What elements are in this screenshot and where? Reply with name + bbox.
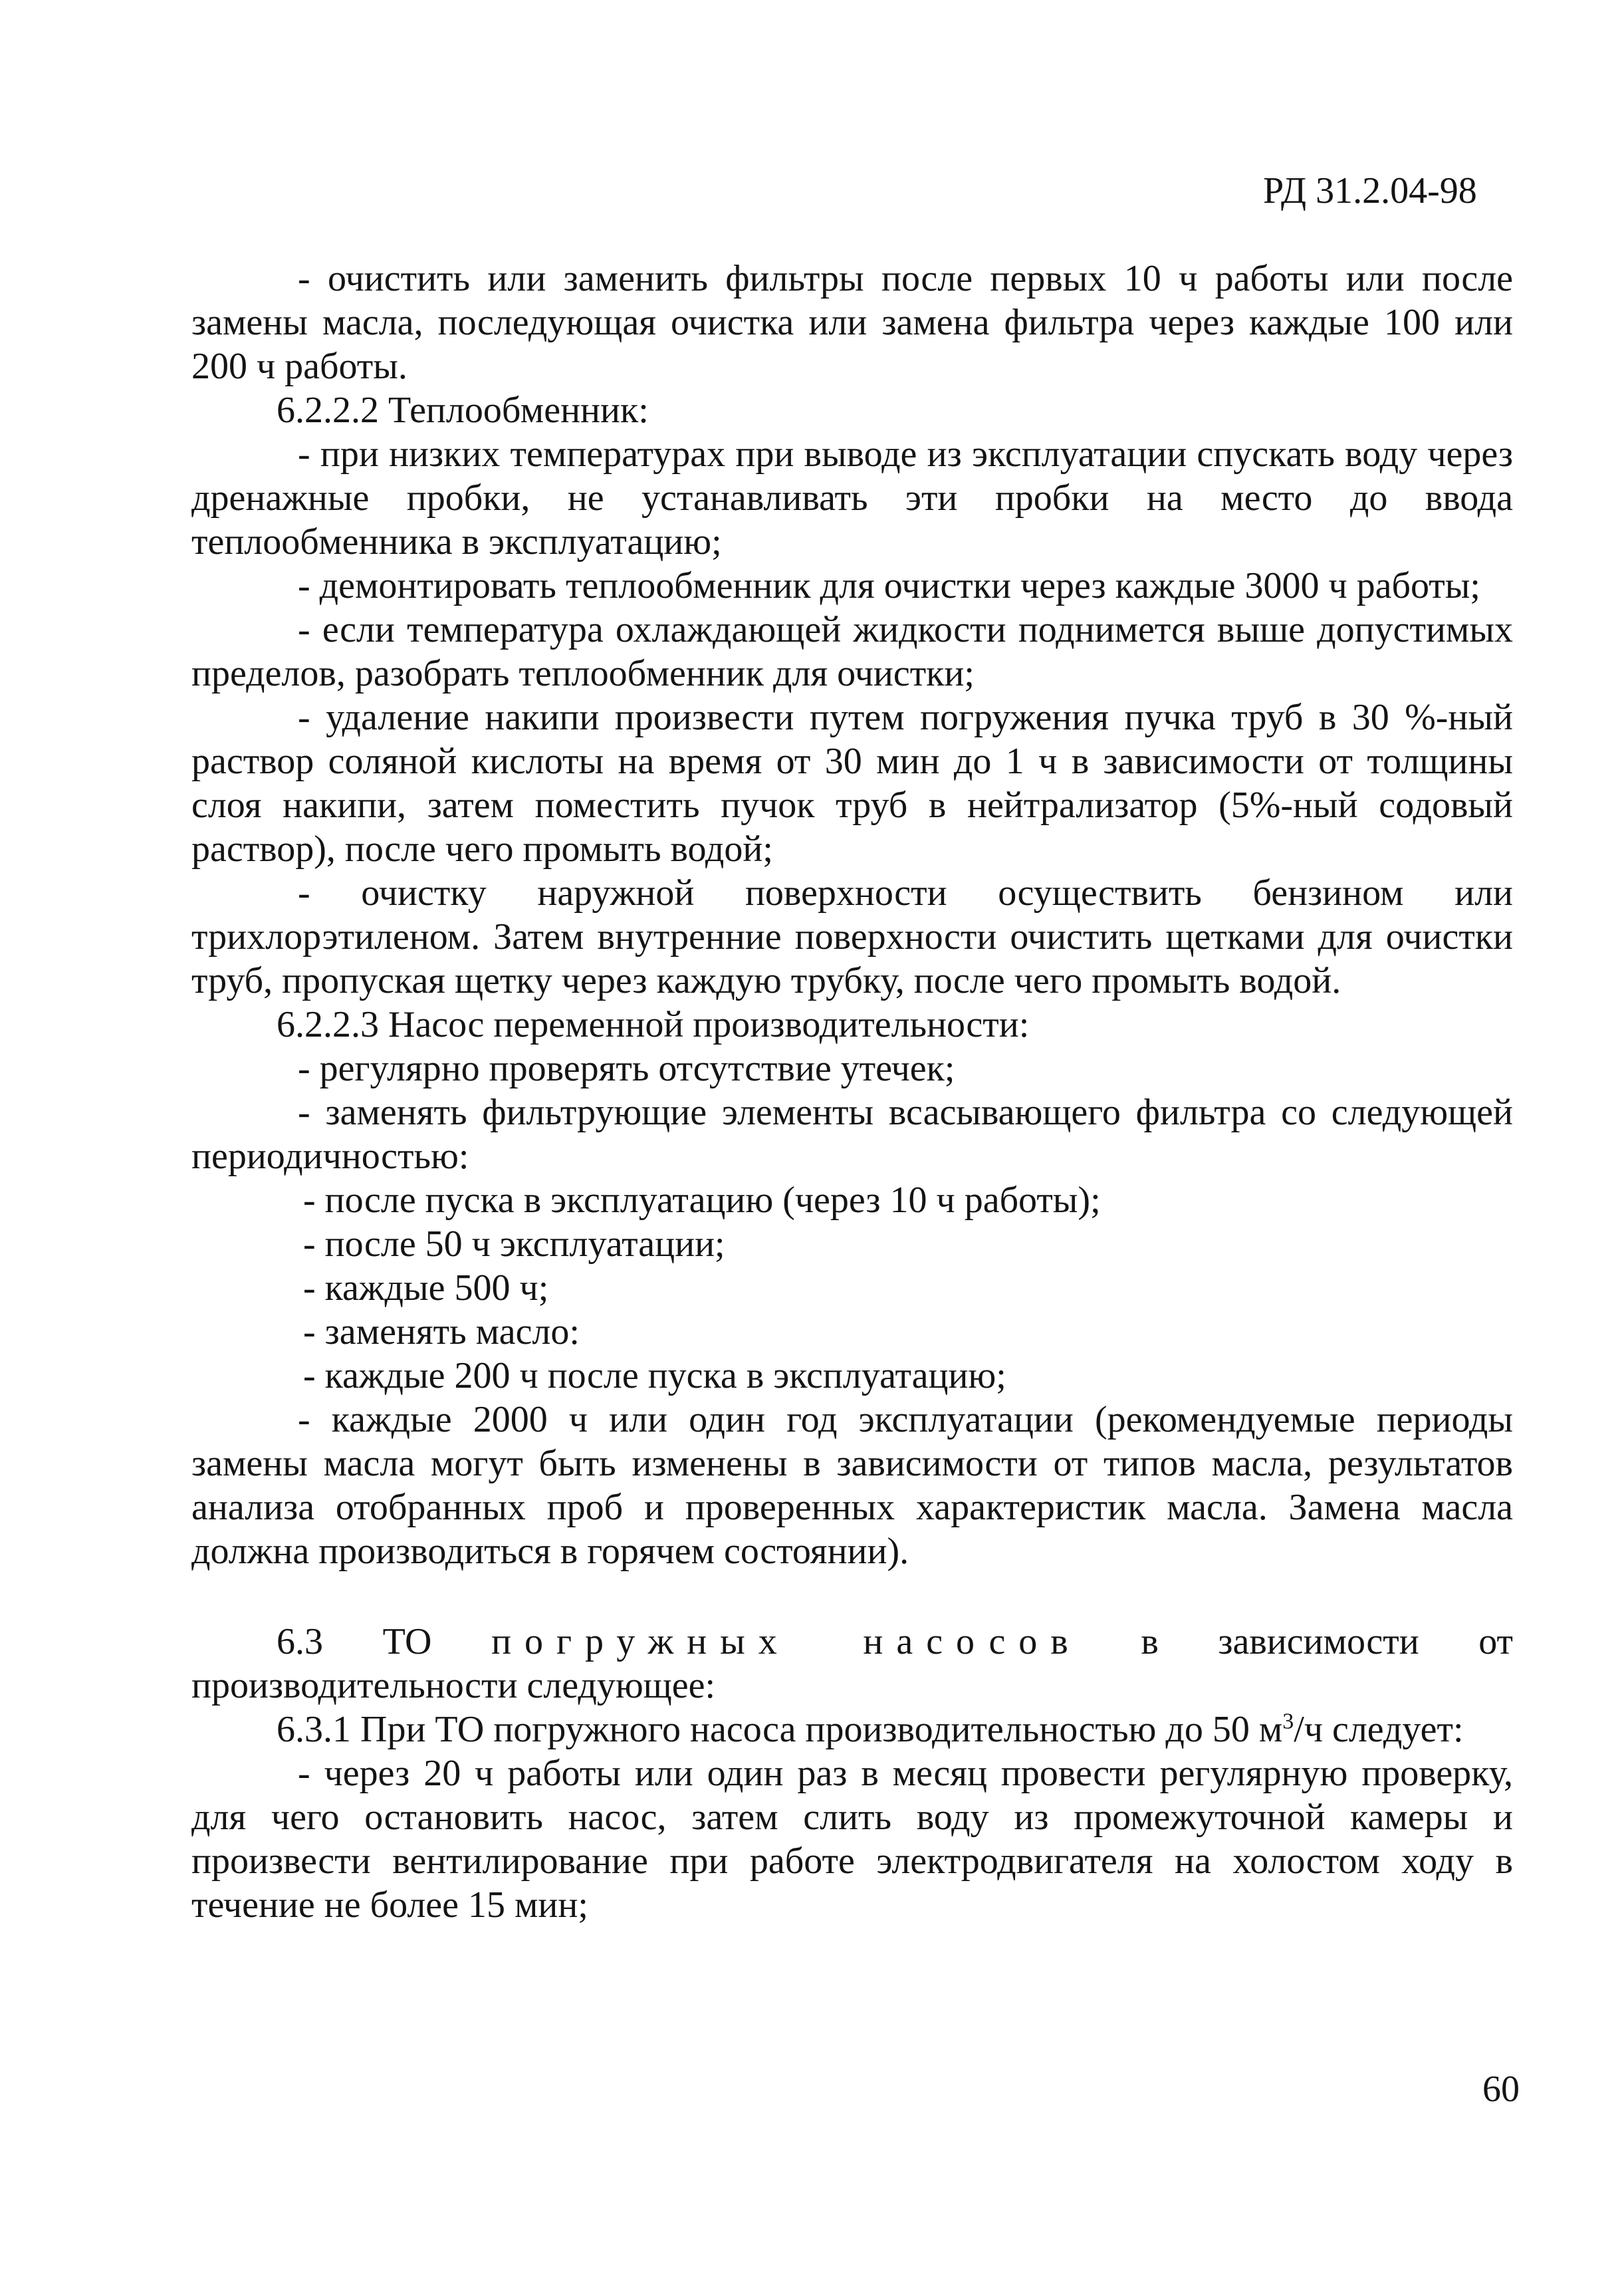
section-6-3-number: 6.3 ТО: [277, 1621, 432, 1662]
heat-exchanger-item-2: - демонтировать теплообменник для очистки через каждые 3000 ч работы;: [298, 565, 1480, 606]
document-code: РД 31.2.04-98: [1263, 170, 1477, 211]
heat-exchanger-item-4: - удаление накипи произвести путем погружения пучка труб в 30 %-ный раствор соляной кислоты на время от 30 мин до 1 ч в зависимости от толщины слоя накипи, затем поместить пучок труб в нейтрализатор (5%-ный содовый раствор), после чего промыть водой;: [191, 697, 1513, 870]
filter-replacement-item: - очистить или заменить фильтры после первых 10 ч работы или после замены масла, последующая очистка или замена фильтра через каждые 100 или 200 ч работы.: [191, 258, 1513, 387]
section-6-3-1-text-b: /ч следует:: [1294, 1709, 1464, 1750]
heat-exchanger-item-3: - если температура охлаждающей жидкости поднимется выше допустимых пределов, разобрать теплообменник для очистки;: [191, 609, 1513, 694]
heat-exchanger-item-5: - очистку наружной поверхности осуществить бензином или трихлорэтиленом. Затем внутренние поверхности очистить щетками для очистки труб, пропуская щетку через каждую трубку, после чего промыть водой.: [191, 872, 1513, 1001]
pump-oil-item: - заменять масло:: [303, 1311, 580, 1352]
pump-item-1: - регулярно проверять отсутствие утечек;: [298, 1048, 955, 1089]
section-6-3-rest: в зависимости от производительности следующее:: [191, 1621, 1514, 1706]
section-6-2-2-2-title: 6.2.2.2 Теплообменник:: [277, 390, 649, 431]
pump-subitem-1: - после пуска в эксплуатацию (через 10 ч работы);: [303, 1180, 1101, 1221]
pump-oil-subitem-2: - каждые 2000 ч или один год эксплуатации (рекомендуемые периоды замены масла могут быть изменены в зависимости от типов масла, результатов анализа отобранных проб и проверенных характеристик масла. Замена масла должна производиться в горячем состоянии).: [191, 1399, 1513, 1572]
section-6-3-paragraph: [191, 1620, 1513, 1708]
section-6-3-1-paragraph: [191, 1708, 1513, 1751]
pump-oil-subitem-1: - каждые 200 ч после пуска в эксплуатацию;: [303, 1355, 1006, 1396]
heat-exchanger-item-1: - при низких температурах при выводе из эксплуатации спускать воду через дренажные пробки, не устанавливать эти пробки на место до ввода теплообменника в эксплуатацию;: [191, 434, 1513, 563]
page-number: 60: [1482, 2069, 1520, 2110]
submersible-pump-item-1: - через 20 ч работы или один раз в месяц провести регулярную проверку, для чего остановить насос, затем слить воду из промежуточной камеры и произвести вентилирование при работе электродвигателя на холостом ходу в течение не более 15 мин;: [191, 1753, 1513, 1926]
section-6-2-2-3-title: 6.2.2.3 Насос переменной производительности:: [277, 1004, 1030, 1045]
section-6-3-spaced-term: погружных насосов: [491, 1621, 1082, 1662]
pump-item-2: - заменять фильтрующие элементы всасывающего фильтра со следующей периодичностью:: [191, 1092, 1513, 1177]
document-body: [191, 257, 1513, 1927]
pump-subitem-3: - каждые 500 ч;: [303, 1267, 549, 1309]
section-6-3-1-text-a: 6.3.1 При ТО погружного насоса производительностью до 50 м: [277, 1709, 1283, 1750]
cubic-superscript: 3: [1282, 1709, 1294, 1734]
pump-subitem-2: - после 50 ч эксплуатации;: [303, 1223, 725, 1265]
